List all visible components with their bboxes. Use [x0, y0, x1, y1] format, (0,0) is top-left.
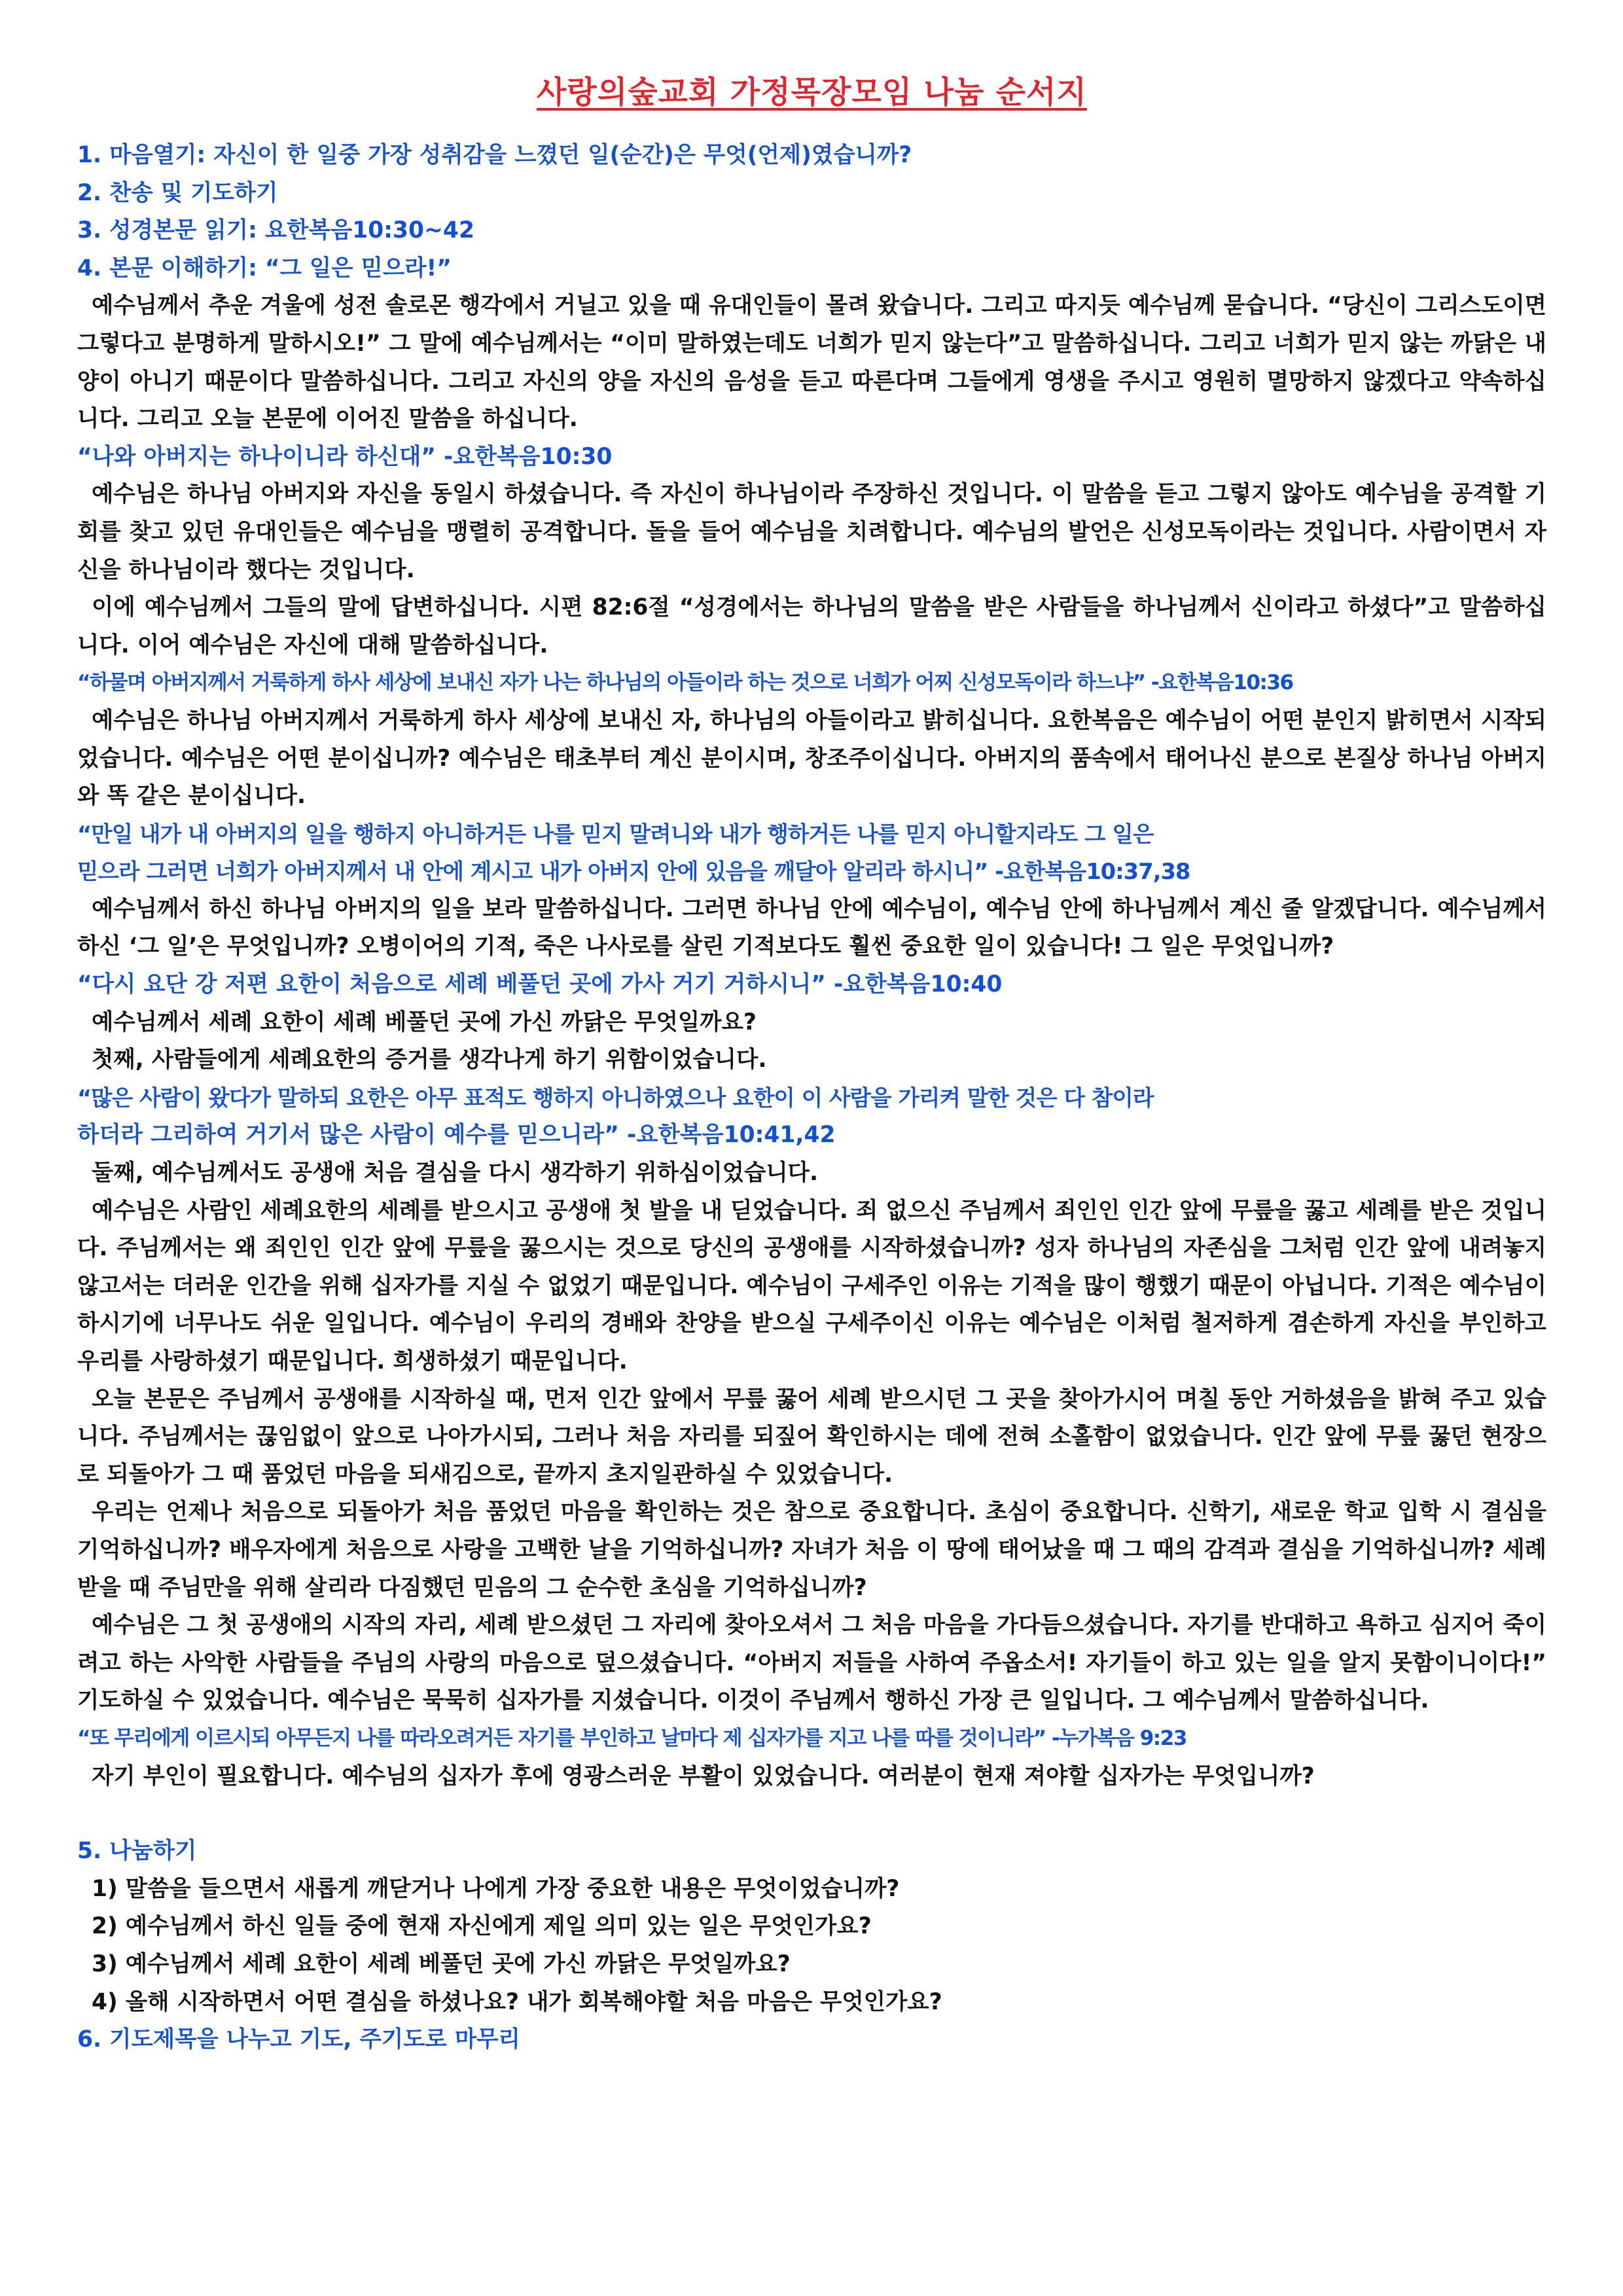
sharing-question: 4) 올해 시작하면서 어떤 결심을 하셨나요? 내가 회복해야할 처음 마음은 무엇인가요? [92, 1988, 942, 2015]
body-paragraph: 둘째, 예수님께서도 공생애 처음 결심을 다시 생각하기 위하심이었습니다. [92, 1160, 819, 1187]
body-paragraph: 예수님께서 추운 겨울에 성전 솔로몬 행각에서 거닐고 있을 때 유대인들이 몰려 왔습니다. 그리고 따지듯 예수님께 묻습니다. “당신이 그리스도이면 그렇다고 분명하게 말하시오!” 그 말에 예수님께서는 “이미 말하였는데도 너희가 믿지 않는다”고 말씀하십니다. 그리고 너희가 믿지 않는 까닭은 내 양이 아니기 때문이다 말씀하십니다. 그리고 자신의 양을 자신의 음성을 듣고 따른다며 그들에게 영생을 주시고 영원히 멸망하지 않겠다고 약속하십니다. 그리고 오늘 본문에 이어진 말씀을 하십니다. [77, 293, 1546, 433]
body-paragraph: 첫째, 사람들에게 세례요한의 증거를 생각나게 하기 위함이었습니다. [92, 1047, 767, 1073]
scripture-quote: “많은 사람이 왔다가 말하되 요한은 아무 표적도 행하지 아니하였으나 요한이 이 사람을 가리켜 말한 것은 다 참이라 [77, 1085, 1154, 1111]
body-paragraph: 오늘 본문은 주님께서 공생애를 시작하실 때, 먼저 인간 앞에서 무릎 꿇어 세례 받으시던 그 곳을 찾아가시어 며칠 동안 거하셨음을 밝혀 주고 있습니다. 주님께서는 끊임없이 앞으로 나아가시되, 그러나 처음 자리를 되짚어 확인하시는 데에 전혀 소홀함이 없었습니다. 인간 앞에 무릎 꿇던 현장으로 되돌아가 그 때 품었던 마음을 되새김으로, 끝까지 초지일관하실 수 있었습니다. [77, 1386, 1546, 1488]
scripture-quote: 믿으라 그러면 너희가 아버지께서 내 안에 계시고 내가 아버지 안에 있음을 깨달아 알리라 하시니” -요한복음10:37,38 [77, 859, 1190, 885]
step-2-heading: 2. 찬송 및 기도하기 [77, 179, 278, 206]
step-4-heading: 4. 본문 이해하기: “그 일은 믿으라!” [77, 255, 452, 281]
scripture-quote: “만일 내가 내 아버지의 일을 행하지 아니하거든 나를 믿지 말려니와 내가 행하거든 나를 믿지 아니할지라도 그 일은 [77, 821, 1154, 847]
scripture-quote: “다시 요단 강 저편 요한이 처음으로 세례 베풀던 곳에 가사 거기 거하시니” -요한복음10:40 [77, 971, 1003, 998]
sharing-question: 3) 예수님께서 세례 요한이 세례 베풀던 곳에 가신 까닭은 무엇일까요? [92, 1950, 791, 1977]
section-spacer [77, 1795, 1546, 1833]
scripture-quote: “나와 아버지는 하나이니라 하신대” -요한복음10:30 [77, 443, 613, 470]
sharing-question: 2) 예수님께서 하신 일들 중에 현재 자신에게 제일 의미 있는 일은 무엇인가요? [92, 1913, 872, 1940]
body-paragraph: 예수님은 그 첫 공생애의 시작의 자리, 세례 받으셨던 그 자리에 찾아오셔서 그 처음 마음을 가다듬으셨습니다. 자기를 반대하고 욕하고 심지어 죽이려고 하는 사악한 사람들을 주님의 사랑의 마음으로 덮으셨습니다. “아버지 저들을 사하여 주옵소서! 자기들이 하고 있는 일을 알지 못함이니이다!” 기도하실 수 있었습니다. 예수님은 묵묵히 십자가를 지셨습니다. 이것이 주님께서 행하신 가장 큰 일입니다. 그 예수님께서 말씀하십니다. [77, 1612, 1546, 1714]
document-title: 사랑의숲교회 가정목장모임 나눔 순서지 [537, 75, 1087, 111]
body-paragraph: 예수님께서 하신 하나님 아버지의 일을 보라 말씀하십니다. 그러면 하나님 안에 예수님이, 예수님 안에 하나님께서 계신 줄 알겠답니다. 예수님께서 하신 ‘그 일’은 무엇입니까? 오병이어의 기적, 죽은 나사로를 살린 기적보다도 훨씬 중요한 일이 있습니다! 그 일은 무엇입니까? [77, 895, 1546, 960]
body-paragraph: 예수님은 사람인 세례요한의 세례를 받으시고 공생애 첫 발을 내 딛었습니다. 죄 없으신 주님께서 죄인인 인간 앞에 무릎을 꿇고 세례를 받은 것입니다. 주님께서는 왜 죄인인 인간 앞에 무릎을 꿇으시는 것으로 당신의 공생애를 시작하셨습니까? 성자 하나님의 자존심을 그처럼 인간 앞에 내려놓지 않고서는 더러운 인간을 위해 십자가를 지실 수 없었기 때문입니다. 예수님이 구세주인 이유는 기적을 많이 행했기 때문이 아닙니다. 기적은 예수님이 하시기에 너무나도 쉬운 일입니다. 예수님이 우리의 경배와 찬양을 받으실 구세주이신 이유는 예수님은 이처럼 철저하게 겸손하게 자신을 부인하고 우리를 사랑하셨기 때문입니다. 희생하셨기 때문입니다. [77, 1197, 1546, 1374]
step-6-heading: 6. 기도제목을 나누고 기도, 주기도로 마무리 [77, 2026, 520, 2053]
scripture-quote: 하더라 그리하여 거기서 많은 사람이 예수를 믿으니라” -요한복음10:41,42 [77, 1122, 836, 1149]
step-5-heading: 5. 나눔하기 [77, 1838, 197, 1865]
document-page [77, 68, 1546, 2059]
scripture-quote: “하물며 아버지께서 거룩하게 하사 세상에 보내신 자가 나는 하나님의 아들이라 하는 것으로 너희가 어찌 신성모독이라 하느냐” -요한복음10:36 [77, 671, 1293, 695]
step-1-heading: 1. 마음열기: 자신이 한 일중 가장 성취감을 느꼈던 일(순간)은 무엇(언제)였습니까? [77, 142, 912, 168]
sharing-question: 1) 말씀을 들으면서 새롭게 깨닫거나 나에게 가장 중요한 내용은 무엇이었습니까? [92, 1875, 900, 1902]
scripture-quote: “또 무리에게 이르시되 아무든지 나를 따라오려거든 자기를 부인하고 날마다 제 십자가를 지고 나를 따를 것이니라” -누가복음 9:23 [77, 1726, 1186, 1750]
body-paragraph: 이에 예수님께서 그들의 말에 답변하십니다. 시편 82:6절 “성경에서는 하나님의 말씀을 받은 사람들을 하나님께서 신이라고 하셨다”고 말씀하십니다. 이어 예수님은 자신에 대해 말씀하십니다. [77, 594, 1546, 658]
body-paragraph: 예수님은 하나님 아버지와 자신을 동일시 하셨습니다. 즉 자신이 하나님이라 주장하신 것입니다. 이 말씀을 듣고 그렇지 않아도 예수님을 공격할 기회를 찾고 있던 유대인들은 예수님을 맹렬히 공격합니다. 돌을 들어 예수님을 치려합니다. 예수님의 발언은 신성모독이라는 것입니다. 사람이면서 자신을 하나님이라 했다는 것입니다. [77, 481, 1546, 583]
body-paragraph: 예수님께서 세례 요한이 세례 베풀던 곳에 가신 까닭은 무엇일까요? [92, 1009, 757, 1035]
body-paragraph: 우리는 언제나 처음으로 되돌아가 처음 품었던 마음을 확인하는 것은 참으로 중요합니다. 초심이 중요합니다. 신학기, 새로운 학교 입학 시 결심을 기억하십니까? 배우자에게 처음으로 사랑을 고백한 날을 기억하십니까? 자녀가 처음 이 땅에 태어났을 때 그 때의 감격과 결심을 기억하십니까? 세례 받을 때 주님만을 위해 살리라 다짐했던 믿음의 그 순수한 초심을 기억하십니까? [77, 1499, 1546, 1601]
body-paragraph: 예수님은 하나님 아버지께서 거룩하게 하사 세상에 보내신 자, 하나님의 아들이라고 밝히십니다. 요한복음은 예수님이 어떤 분인지 밝히면서 시작되었습니다. 예수님은 어떤 분이십니까? 예수님은 태초부터 계신 분이시며, 창조주이십니다. 아버지의 품속에서 태어나신 분으로 본질상 하나님 아버지와 똑 같은 분이십니다. [77, 707, 1546, 810]
body-paragraph: 자기 부인이 필요합니다. 예수님의 십자가 후에 영광스러운 부활이 있었습니다. 여러분이 현재 져야할 십자가는 무엇입니까? [92, 1763, 1315, 1789]
step-3-heading: 3. 성경본문 읽기: 요한복음10:30~42 [77, 217, 474, 244]
